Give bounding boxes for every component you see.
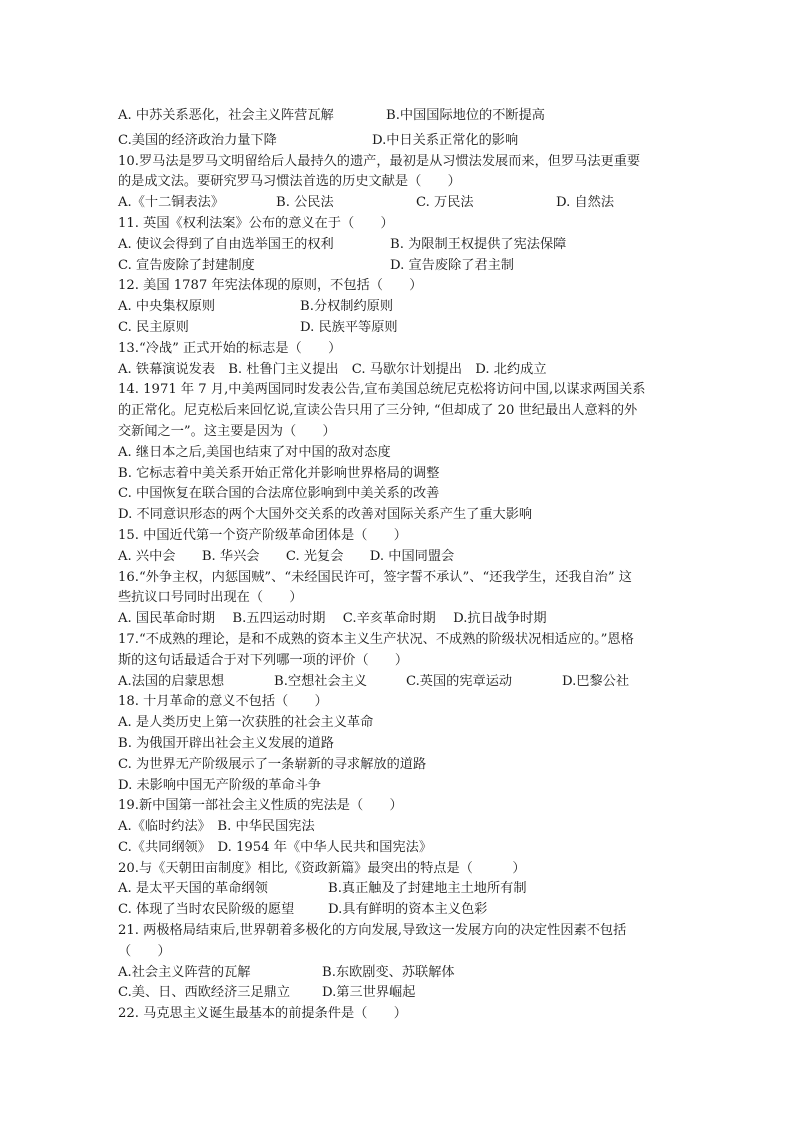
- q11-stem: 11. 英国《权利法案》公布的意义在于（ ）: [118, 215, 394, 231]
- q12-stem: 12. 美国 1787 年宪法体现的原则，不包括（ ）: [118, 278, 423, 294]
- q18-option-c: C. 为世界无产阶级展示了一条崭新的寻求解放的道路: [118, 756, 427, 772]
- q17-options: [118, 672, 678, 693]
- option-d: D.具有鲜明的资本主义色彩: [328, 902, 488, 918]
- option-d: D. 宣告废除了君主制: [390, 257, 514, 273]
- q22-stem: 22. 马克思主义诞生最基本的前提条件是（ ）: [118, 1006, 407, 1022]
- option-b: B.空想社会主义: [274, 673, 368, 689]
- option-a: A. 中苏关系恶化，社会主义阵营瓦解: [118, 108, 334, 123]
- q20-options-cd: [118, 900, 678, 921]
- option-a: A. 是太平天国的革命纲领: [118, 881, 268, 897]
- q18-stem: 18. 十月革命的意义不包括（ ）: [118, 694, 328, 710]
- q18-option-d: D. 未影响中国无产阶级的革命斗争: [118, 777, 322, 793]
- q10-options: [118, 193, 678, 214]
- option-d: D.巴黎公社: [562, 673, 630, 689]
- option-a: A.社会主义阵营的瓦解: [118, 964, 251, 980]
- option-c: C. 体现了当时农民阶级的愿望: [118, 902, 295, 918]
- option-c: C.英国的宪章运动: [406, 673, 513, 689]
- q16-options: A. 国民革命时期 B.五四运动时期 C.辛亥革命时期 D.抗日战争时期: [118, 611, 547, 627]
- option-d: D. 自然法: [556, 195, 615, 211]
- q20-options-ab: [118, 879, 678, 900]
- q14-stem-line1: 14. 1971 年 7 月,中美两国同时发表公告,宣布美国总统尼克松将访问中国,以谋求两国关系: [118, 382, 646, 398]
- q21-stem-line1: 21. 两极格局结束后,世界朝着多极化的方向发展,导致这一发展方向的决定性因素不包括: [118, 923, 627, 939]
- q11-options-ab: [118, 235, 678, 256]
- option-b: B.分权制约原则: [300, 299, 394, 315]
- q9-options-ab: [118, 106, 678, 127]
- option-d: D. 民族平等原则: [300, 319, 398, 335]
- q20-stem: 20.与《天朝田亩制度》相比,《资政新篇》最突出的特点是（ ）: [118, 860, 526, 876]
- option-b: B.东欧剧变、苏联解体: [322, 964, 455, 980]
- q21-options-ab: [118, 963, 678, 984]
- q17-stem-line2: 斯的这句话最适合于对下列哪一项的评价（ ）: [118, 652, 409, 668]
- option-b: B. 为限制王权提供了宪法保障: [390, 236, 567, 252]
- q14-stem-line2: 的正常化。尼克松后来回忆说,宣读公告只用了三分钟, “但却成了 20 世纪最出人意料的外: [118, 403, 638, 419]
- q15-stem: 15. 中国近代第一个资产阶级革命团体是（ ）: [118, 527, 407, 543]
- q10-stem-line2: 的是成文法。要研究罗马习惯法首选的历史文献是（ ）: [118, 174, 461, 190]
- option-d: D.第三世界崛起: [322, 985, 416, 1001]
- q12-options-ab: [118, 297, 678, 318]
- option-b: B. 公民法: [276, 195, 334, 211]
- q21-stem-line2: （ ）: [118, 943, 171, 959]
- q19-options-ab: A.《临时约法》 B. 中华民国宪法: [118, 819, 315, 835]
- q16-stem-line2: 些抗议口号同时出现在（ ）: [118, 590, 303, 606]
- q13-options: A. 铁幕演说发表 B. 杜鲁门主义提出 C. 马歇尔计划提出 D. 北约成立: [118, 361, 547, 377]
- option-c: C.美国的经济政治力量下降: [118, 132, 277, 148]
- option-a: A.《十二铜表法》: [118, 195, 225, 211]
- q14-stem-line3: 交新闻之一”。这主要是因为（ ）: [118, 423, 336, 439]
- q14-option-d: D. 不同意识形态的两个大国外交关系的改善对国际关系产生了重大影响: [118, 507, 533, 523]
- q21-options-cd: [118, 983, 678, 1004]
- option-b: B.真正触及了封建地主土地所有制: [328, 881, 527, 897]
- q16-stem-line1: 16.“外争主权，内惩国贼”、“未经国民许可，签字誓不承认”、“还我学生，还我自治” 这: [118, 569, 632, 585]
- q19-stem: 19.新中国第一部社会主义性质的宪法是（ ）: [118, 798, 403, 814]
- option-a: A. 使议会得到了自由选举国王的权利: [118, 236, 334, 252]
- option-b: B.中国国际地位的不断提高: [386, 108, 545, 123]
- q19-options-cd: C.《共同纲领》 D. 1954 年《中华人民共和国宪法》: [118, 839, 433, 855]
- option-c: C. 万民法: [416, 195, 474, 211]
- option-a: A. 中央集权原则: [118, 299, 216, 315]
- q17-stem-line1: 17.“不成熟的理论，是和不成熟的资本主义生产状况、不成熟的阶级状况相适应的。”恩格: [118, 631, 634, 647]
- q18-option-a: A. 是人类历史上第一次获胜的社会主义革命: [118, 715, 374, 731]
- q14-option-c: C. 中国恢复在联合国的合法席位影响到中美关系的改善: [118, 486, 440, 502]
- option-c: C. 宣告废除了封建制度: [118, 257, 255, 273]
- option-c: C.美、日、西欧经济三足鼎立: [118, 985, 291, 1001]
- q11-options-cd: [118, 256, 678, 277]
- exam-page: [118, 102, 678, 1025]
- q18-option-b: B. 为俄国开辟出社会主义发展的道路: [118, 735, 334, 751]
- q9-options-cd: [118, 131, 678, 152]
- option-d: D.中日关系正常化的影响: [372, 132, 519, 148]
- q13-stem: 13.“冷战” 正式开始的标志是（ ）: [118, 340, 342, 356]
- q14-option-b: B. 它标志着中美关系开始正常化并影响世界格局的调整: [118, 465, 440, 481]
- q15-options: A. 兴中会 B. 华兴会 C. 光复会 D. 中国同盟会: [118, 548, 455, 564]
- option-a: A.法国的启蒙思想: [118, 673, 225, 689]
- q10-stem-line1: 10.罗马法是罗马文明留给后人最持久的遗产，最初是从习惯法发展而来，但罗马法更重要: [118, 153, 641, 169]
- q12-options-cd: [118, 318, 678, 339]
- q14-option-a: A. 继日本之后,美国也结束了对中国的敌对态度: [118, 444, 391, 460]
- option-c: C. 民主原则: [118, 319, 189, 335]
